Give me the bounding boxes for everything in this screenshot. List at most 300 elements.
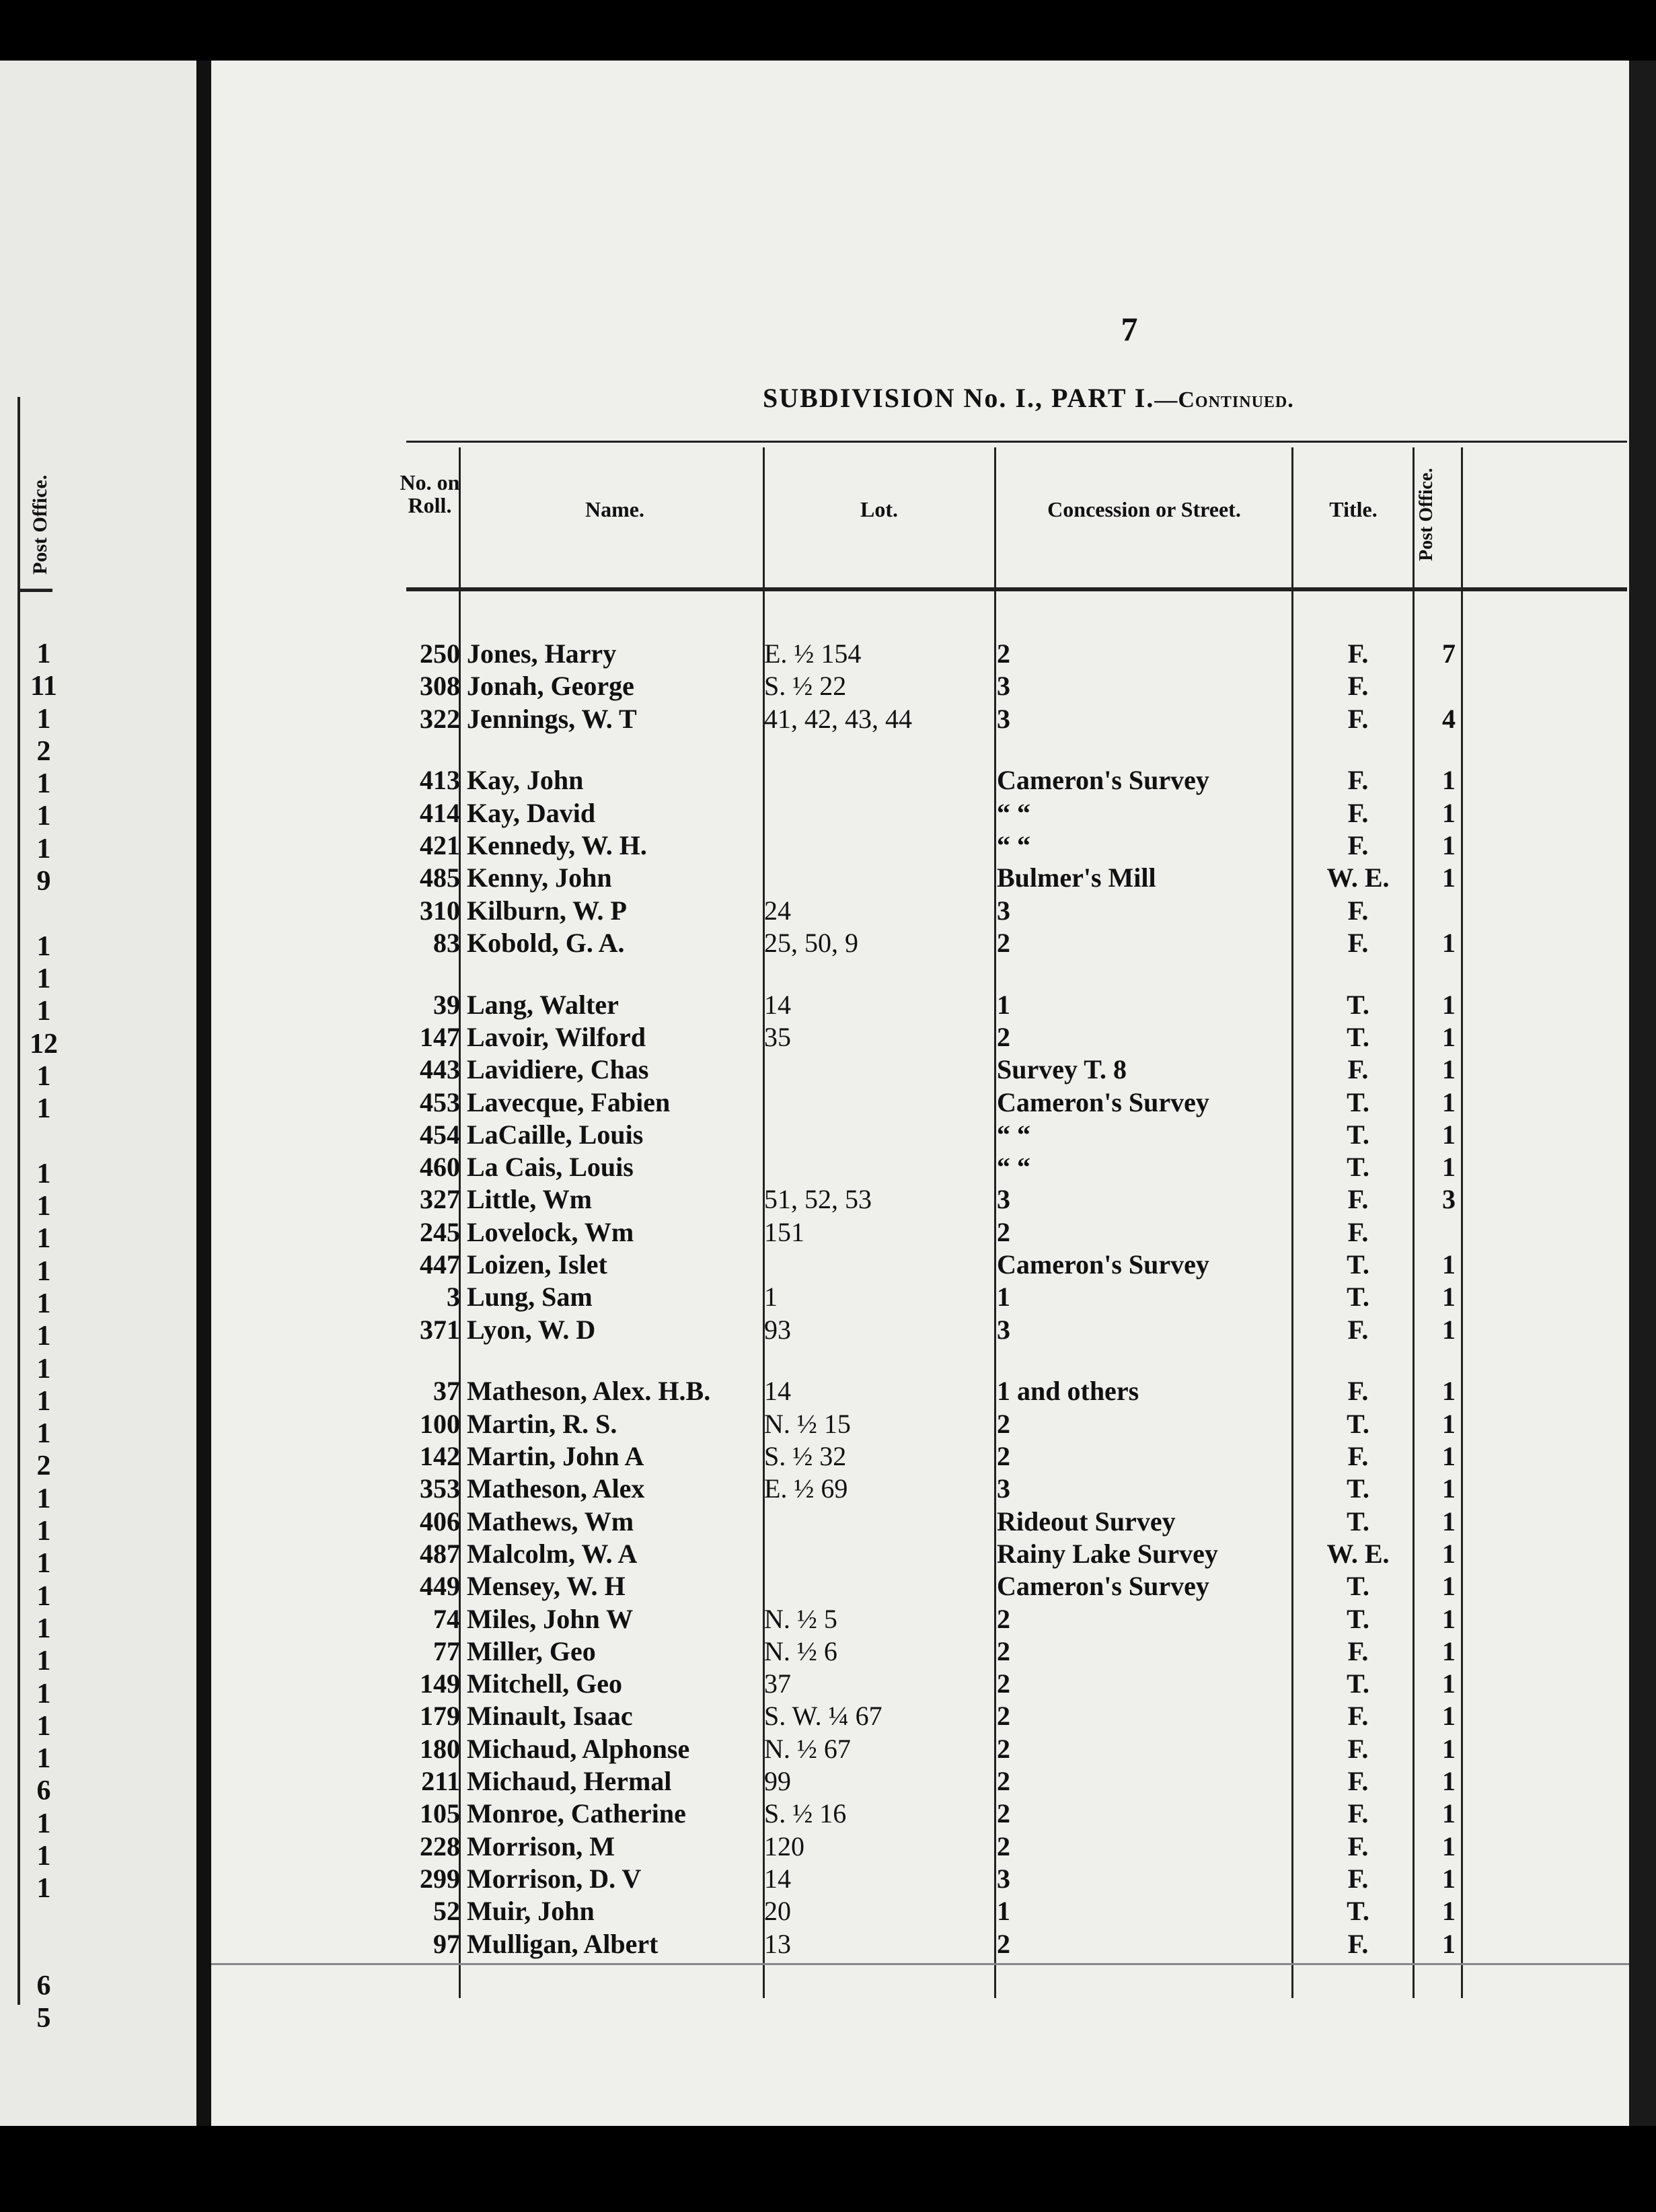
concession-cell: Cameron's Survey — [997, 1086, 1209, 1117]
concession-cell: Rideout Survey — [997, 1506, 1176, 1537]
concession-cell: 2 — [997, 1701, 1010, 1732]
post-office-cell: 1 — [1442, 1863, 1456, 1894]
lot-cell: E. ½ 154 — [764, 638, 862, 669]
title-cell: T. — [1347, 1668, 1369, 1699]
left-post-office-value: 1 — [36, 1516, 51, 1547]
left-post-office-value: 1 — [36, 638, 51, 669]
header-post-office: Post Office. — [1416, 468, 1437, 562]
concession-cell: 2 — [997, 1603, 1010, 1634]
roll-number: 74 — [433, 1603, 460, 1634]
table-row — [211, 1733, 1629, 1765]
table-row — [211, 1895, 1629, 1927]
table-row — [211, 638, 1629, 670]
left-post-office-value: 1 — [36, 963, 51, 994]
post-office-cell: 1 — [1442, 1896, 1456, 1927]
title-cell: T. — [1347, 1603, 1369, 1634]
roll-number: 449 — [420, 1571, 460, 1602]
roll-number: 52 — [433, 1896, 460, 1927]
concession-cell: 3 — [997, 1184, 1010, 1215]
post-office-cell: 1 — [1442, 1249, 1456, 1280]
left-post-office-value: 1 — [36, 833, 51, 864]
lot-cell: S. ½ 16 — [764, 1798, 847, 1829]
roll-number: 180 — [420, 1733, 460, 1764]
roll-number: 487 — [420, 1538, 460, 1569]
left-post-office-value: 1 — [36, 1678, 51, 1709]
left-post-office-value: 1 — [36, 1255, 51, 1287]
post-office-cell: 1 — [1442, 1701, 1456, 1732]
table-row — [211, 797, 1629, 830]
roll-number: 322 — [420, 703, 460, 734]
lot-cell: S. ½ 32 — [764, 1441, 847, 1471]
left-post-office-value: 1 — [36, 1353, 51, 1385]
concession-cell: 2 — [997, 1635, 1010, 1666]
title-cell: T. — [1347, 989, 1369, 1020]
name-cell: Morrison, D. V — [467, 1863, 642, 1894]
lot-cell: 93 — [764, 1314, 791, 1345]
concession-cell: 3 — [997, 1863, 1010, 1894]
concession-cell: 2 — [997, 1831, 1010, 1861]
roll-number: 100 — [420, 1408, 460, 1439]
header-concession: Concession or Street. — [1047, 497, 1241, 521]
name-cell: Mitchell, Geo — [467, 1668, 623, 1699]
post-office-cell: 1 — [1442, 1473, 1456, 1504]
title-cell: F. — [1347, 1216, 1369, 1247]
roll-number: 245 — [420, 1216, 460, 1247]
name-cell: Kay, David — [467, 797, 596, 828]
roll-number: 460 — [420, 1152, 460, 1183]
table-header-rule — [406, 587, 1627, 591]
lot-cell: N. ½ 6 — [764, 1635, 837, 1666]
left-post-office-value: 1 — [36, 1483, 51, 1514]
concession-cell: Survey T. 8 — [997, 1054, 1127, 1085]
table-row — [211, 989, 1629, 1021]
left-post-office-value: 1 — [36, 930, 51, 962]
concession-cell: “ “ — [997, 1119, 1030, 1150]
table-row — [211, 764, 1629, 797]
table-row — [211, 1831, 1629, 1863]
name-cell: Mensey, W. H — [467, 1571, 626, 1602]
name-cell: Kay, John — [467, 765, 584, 796]
table-row — [211, 1183, 1629, 1216]
roll-number: 485 — [420, 862, 460, 893]
left-post-office-value: 1 — [36, 1321, 51, 1352]
concession-cell: 1 — [997, 1896, 1010, 1927]
table-row — [211, 1054, 1629, 1086]
left-header-rule — [19, 589, 52, 592]
concession-cell: “ “ — [997, 830, 1030, 860]
title-cell: T. — [1347, 1473, 1369, 1504]
table-row — [211, 1668, 1629, 1700]
post-office-cell: 1 — [1442, 1766, 1456, 1796]
title-cell: F. — [1347, 671, 1369, 702]
post-office-cell: 1 — [1442, 830, 1456, 860]
page-number: 7 — [1121, 310, 1138, 348]
left-post-office-value: 1 — [36, 1385, 51, 1417]
table-row — [211, 1928, 1629, 1960]
table-row — [211, 1635, 1629, 1668]
lot-cell: N. ½ 67 — [764, 1733, 851, 1764]
post-office-cell: 1 — [1442, 1668, 1456, 1699]
name-cell: Lavidiere, Chas — [467, 1054, 649, 1085]
left-post-office-value: 6 — [36, 1970, 51, 2002]
left-post-office-value: 1 — [36, 1646, 51, 1677]
post-office-cell: 1 — [1442, 1119, 1456, 1150]
left-post-office-value: 1 — [36, 801, 51, 832]
concession-cell: 3 — [997, 895, 1010, 926]
concession-cell: Cameron's Survey — [997, 1571, 1209, 1602]
table-row — [211, 1119, 1629, 1151]
left-post-office-value: 1 — [36, 1840, 51, 1872]
left-post-office-value: 11 — [30, 671, 57, 702]
table-row — [211, 1408, 1629, 1440]
concession-cell: 2 — [997, 1798, 1010, 1829]
left-post-office-value: 1 — [36, 1710, 51, 1742]
lot-cell: 120 — [764, 1831, 804, 1861]
name-cell: Minault, Isaac — [467, 1701, 633, 1732]
table-top-rule — [406, 441, 1627, 443]
title-cell: F. — [1347, 1184, 1369, 1215]
title-cell: F. — [1347, 1733, 1369, 1764]
heading-continued: —Continued. — [1154, 388, 1294, 412]
name-cell: Matheson, Alex — [467, 1473, 645, 1504]
table-row — [211, 1506, 1629, 1538]
lot-cell: E. ½ 69 — [764, 1473, 848, 1504]
roll-number: 327 — [420, 1184, 460, 1215]
post-office-cell: 1 — [1442, 1733, 1456, 1764]
name-cell: Michaud, Alphonse — [467, 1733, 690, 1764]
left-post-office-value: 1 — [36, 768, 51, 800]
roll-number: 406 — [420, 1506, 460, 1537]
title-cell: F. — [1347, 927, 1369, 958]
table-row — [211, 1765, 1629, 1798]
roll-number: 37 — [433, 1376, 460, 1407]
title-cell: F. — [1347, 1054, 1369, 1085]
title-cell: F. — [1347, 797, 1369, 828]
title-cell: W. E. — [1326, 1538, 1390, 1569]
header-no-on-roll: No. on Roll. — [400, 470, 460, 517]
name-cell: Martin, John A — [467, 1441, 644, 1471]
roll-number: 443 — [420, 1054, 460, 1085]
title-cell: T. — [1347, 1119, 1369, 1150]
post-office-cell: 7 — [1442, 638, 1456, 669]
title-cell: T. — [1347, 1249, 1369, 1280]
post-office-cell: 1 — [1442, 1635, 1456, 1666]
name-cell: Jones, Harry — [467, 638, 617, 669]
left-post-office-value: 1 — [36, 1743, 51, 1775]
title-cell: W. E. — [1326, 862, 1390, 893]
roll-number: 308 — [420, 671, 460, 702]
roll-number: 353 — [420, 1473, 460, 1504]
left-post-office-value: 1 — [36, 1060, 51, 1092]
table-row — [211, 1798, 1629, 1830]
roll-number: 371 — [420, 1314, 460, 1345]
title-cell: F. — [1347, 703, 1369, 734]
left-post-office-value: 1 — [36, 703, 51, 735]
title-cell: F. — [1347, 895, 1369, 926]
bottom-rule — [211, 1963, 1629, 1965]
name-cell: Lavoir, Wilford — [467, 1021, 646, 1052]
concession-cell: 1 and others — [997, 1376, 1139, 1407]
name-cell: Miller, Geo — [467, 1635, 596, 1666]
table-row — [211, 703, 1629, 735]
left-post-office-value: 1 — [36, 1613, 51, 1644]
title-cell: F. — [1347, 1441, 1369, 1471]
name-cell: Kenny, John — [467, 862, 612, 893]
roll-number: 77 — [433, 1635, 460, 1666]
roll-number: 39 — [433, 989, 460, 1020]
name-cell: Mulligan, Albert — [467, 1928, 658, 1959]
post-office-cell: 1 — [1442, 1152, 1456, 1183]
roll-number: 454 — [420, 1119, 460, 1150]
title-cell: T. — [1347, 1086, 1369, 1117]
post-office-cell: 4 — [1442, 703, 1456, 734]
header-title: Title. — [1329, 497, 1378, 521]
name-cell: Lyon, W. D — [467, 1314, 596, 1345]
roll-number: 453 — [420, 1086, 460, 1117]
name-cell: Lang, Walter — [467, 989, 619, 1020]
left-post-office-value — [17, 1938, 71, 1970]
post-office-cell: 1 — [1442, 1376, 1456, 1407]
table-row — [211, 1249, 1629, 1281]
name-cell: Morrison, M — [467, 1831, 615, 1861]
post-office-cell: 1 — [1442, 1538, 1456, 1569]
concession-cell: 2 — [997, 1021, 1010, 1052]
lot-cell: 37 — [764, 1668, 791, 1699]
table-row — [211, 862, 1629, 894]
post-office-cell: 1 — [1442, 1928, 1456, 1959]
roll-number: 299 — [420, 1863, 460, 1894]
concession-cell: 1 — [997, 989, 1010, 1020]
post-office-cell: 1 — [1442, 927, 1456, 958]
roll-number: 179 — [420, 1701, 460, 1732]
table-row — [211, 1314, 1629, 1346]
table-row — [211, 1700, 1629, 1732]
title-cell: T. — [1347, 1506, 1369, 1537]
name-cell: Michaud, Hermal — [467, 1766, 672, 1796]
lot-cell: 1 — [764, 1282, 778, 1313]
lot-cell: 14 — [764, 1863, 791, 1894]
lot-cell: 14 — [764, 989, 791, 1020]
title-cell: T. — [1347, 1571, 1369, 1602]
name-cell: Jonah, George — [467, 671, 634, 702]
roll-number: 414 — [420, 797, 460, 828]
title-cell: T. — [1347, 1021, 1369, 1052]
table-row — [211, 1216, 1629, 1249]
post-office-cell: 1 — [1442, 1054, 1456, 1085]
lot-cell: 24 — [764, 895, 791, 926]
concession-cell: Cameron's Survey — [997, 765, 1209, 796]
lot-cell: S. W. ¼ 67 — [764, 1701, 882, 1732]
roll-number: 147 — [420, 1021, 460, 1052]
main-page — [211, 61, 1629, 2126]
lot-cell: N. ½ 5 — [764, 1603, 837, 1634]
left-post-office-value: 9 — [36, 866, 51, 897]
title-cell: T. — [1347, 1408, 1369, 1439]
table-row — [211, 1086, 1629, 1119]
concession-cell: Rainy Lake Survey — [997, 1538, 1218, 1569]
table-row — [211, 1538, 1629, 1570]
left-post-office-value: 1 — [36, 1580, 51, 1612]
roll-number: 421 — [420, 830, 460, 860]
concession-cell: 3 — [997, 671, 1010, 702]
post-office-cell: 1 — [1442, 1571, 1456, 1602]
left-post-office-value: 1 — [36, 1191, 51, 1222]
post-office-cell: 1 — [1442, 1314, 1456, 1345]
left-post-office-value: 2 — [36, 735, 51, 767]
roll-number: 97 — [433, 1928, 460, 1959]
left-post-office-value — [17, 1905, 71, 1938]
title-cell: F. — [1347, 1766, 1369, 1796]
concession-cell: “ “ — [997, 797, 1030, 828]
left-post-office-value: 6 — [36, 1775, 51, 1807]
roll-number: 149 — [420, 1668, 460, 1699]
concession-cell: 3 — [997, 1473, 1010, 1504]
lot-cell: 25, 50, 9 — [764, 927, 858, 958]
book-gutter — [196, 61, 211, 2126]
concession-cell: 2 — [997, 1441, 1010, 1471]
header-lot: Lot. — [860, 497, 898, 521]
roll-number: 250 — [420, 638, 460, 669]
title-cell: F. — [1347, 1928, 1369, 1959]
post-office-cell: 1 — [1442, 1603, 1456, 1634]
title-cell: T. — [1347, 1152, 1369, 1183]
table-row — [211, 830, 1629, 862]
roll-number: 83 — [433, 927, 460, 958]
lot-cell: 51, 52, 53 — [764, 1184, 872, 1215]
name-cell: LaCaille, Louis — [467, 1119, 644, 1150]
name-cell: Muir, John — [467, 1896, 595, 1927]
roll-number: 228 — [420, 1831, 460, 1861]
concession-cell: 2 — [997, 1766, 1010, 1796]
concession-cell: 2 — [997, 927, 1010, 958]
left-post-office-value: 1 — [36, 1158, 51, 1189]
left-post-office-value: 5 — [36, 2003, 51, 2034]
table-row — [211, 1440, 1629, 1473]
left-post-office-value: 1 — [36, 1873, 51, 1905]
post-office-cell: 1 — [1442, 1021, 1456, 1052]
lot-cell: 14 — [764, 1376, 791, 1407]
roll-number: 211 — [421, 1766, 460, 1796]
page-heading — [763, 382, 1516, 414]
title-cell: F. — [1347, 1831, 1369, 1861]
post-office-cell: 1 — [1442, 765, 1456, 796]
table-row — [211, 1603, 1629, 1635]
post-office-cell: 1 — [1442, 1441, 1456, 1471]
post-office-cell: 1 — [1442, 1506, 1456, 1537]
heading-main: SUBDIVISION No. I., PART I. — [763, 383, 1155, 413]
concession-cell: 3 — [997, 1314, 1010, 1345]
name-cell: Kilburn, W. P — [467, 895, 627, 926]
table-row — [211, 1570, 1629, 1602]
table-row — [211, 670, 1629, 702]
table-row — [211, 1863, 1629, 1895]
left-post-office-value — [17, 1125, 71, 1157]
name-cell: La Cais, Louis — [467, 1152, 634, 1183]
title-cell: F. — [1347, 638, 1369, 669]
title-cell: F. — [1347, 1314, 1369, 1345]
left-post-office-header: Post Office. — [29, 474, 51, 575]
table-row — [211, 1281, 1629, 1313]
post-office-cell: 1 — [1442, 1831, 1456, 1861]
concession-cell: 2 — [997, 638, 1010, 669]
lot-cell: 35 — [764, 1021, 791, 1052]
name-cell: Lung, Sam — [467, 1282, 593, 1313]
left-post-office-value: 12 — [30, 1028, 58, 1060]
post-office-cell: 1 — [1442, 1282, 1456, 1313]
concession-cell: Cameron's Survey — [997, 1249, 1209, 1280]
name-cell: Monroe, Catherine — [467, 1798, 686, 1829]
table-row — [211, 1473, 1629, 1505]
table-row — [211, 927, 1629, 959]
concession-cell: 2 — [997, 1408, 1010, 1439]
post-office-cell: 1 — [1442, 989, 1456, 1020]
name-cell: Miles, John W — [467, 1603, 634, 1634]
table-row — [211, 1375, 1629, 1407]
title-cell: T. — [1347, 1282, 1369, 1313]
title-cell: F. — [1347, 765, 1369, 796]
scan-bottom-border — [0, 2126, 1656, 2212]
concession-cell: 2 — [997, 1668, 1010, 1699]
title-cell: F. — [1347, 830, 1369, 860]
left-post-office-value: 1 — [36, 1288, 51, 1319]
name-cell: Loizen, Islet — [467, 1249, 607, 1280]
name-cell: Jennings, W. T — [467, 703, 637, 734]
title-cell: T. — [1347, 1896, 1369, 1927]
concession-cell: 2 — [997, 1733, 1010, 1764]
name-cell: Kennedy, W. H. — [467, 830, 647, 860]
post-office-cell: 1 — [1442, 862, 1456, 893]
post-office-cell: 1 — [1442, 1798, 1456, 1829]
lot-cell: 13 — [764, 1928, 791, 1959]
table-row — [211, 895, 1629, 927]
left-post-office-value: 1 — [36, 996, 51, 1027]
name-cell: Lavecque, Fabien — [467, 1086, 671, 1117]
roll-number: 413 — [420, 765, 460, 796]
name-cell: Mathews, Wm — [467, 1506, 634, 1537]
name-cell: Kobold, G. A. — [467, 927, 625, 958]
roll-number: 105 — [420, 1798, 460, 1829]
left-page-fragment — [0, 61, 196, 2126]
roll-number: 447 — [420, 1249, 460, 1280]
title-cell: F. — [1347, 1635, 1369, 1666]
lot-cell: S. ½ 22 — [764, 671, 847, 702]
left-post-office-value — [17, 897, 71, 930]
name-cell: Matheson, Alex. H.B. — [467, 1376, 711, 1407]
title-cell: F. — [1347, 1863, 1369, 1894]
left-post-office-value: 1 — [36, 1223, 51, 1255]
post-office-cell: 1 — [1442, 1086, 1456, 1117]
left-post-office-value: 1 — [36, 1548, 51, 1580]
concession-cell: 1 — [997, 1282, 1010, 1313]
left-post-office-value: 1 — [36, 1418, 51, 1450]
title-cell: F. — [1347, 1701, 1369, 1732]
lot-cell: 99 — [764, 1766, 791, 1796]
concession-cell: 2 — [997, 1216, 1010, 1247]
concession-cell: 3 — [997, 703, 1010, 734]
post-office-cell: 3 — [1442, 1184, 1456, 1215]
left-post-office-values — [17, 638, 71, 2035]
concession-cell: Bulmer's Mill — [997, 862, 1156, 893]
roll-number: 3 — [447, 1282, 460, 1313]
name-cell: Little, Wm — [467, 1184, 592, 1215]
roll-number: 142 — [420, 1441, 460, 1471]
left-post-office-value: 1 — [36, 1808, 51, 1839]
title-cell: F. — [1347, 1798, 1369, 1829]
lot-cell: 41, 42, 43, 44 — [764, 703, 912, 734]
table-row — [211, 1151, 1629, 1183]
lot-cell: 151 — [764, 1216, 804, 1247]
header-name: Name. — [585, 497, 644, 521]
